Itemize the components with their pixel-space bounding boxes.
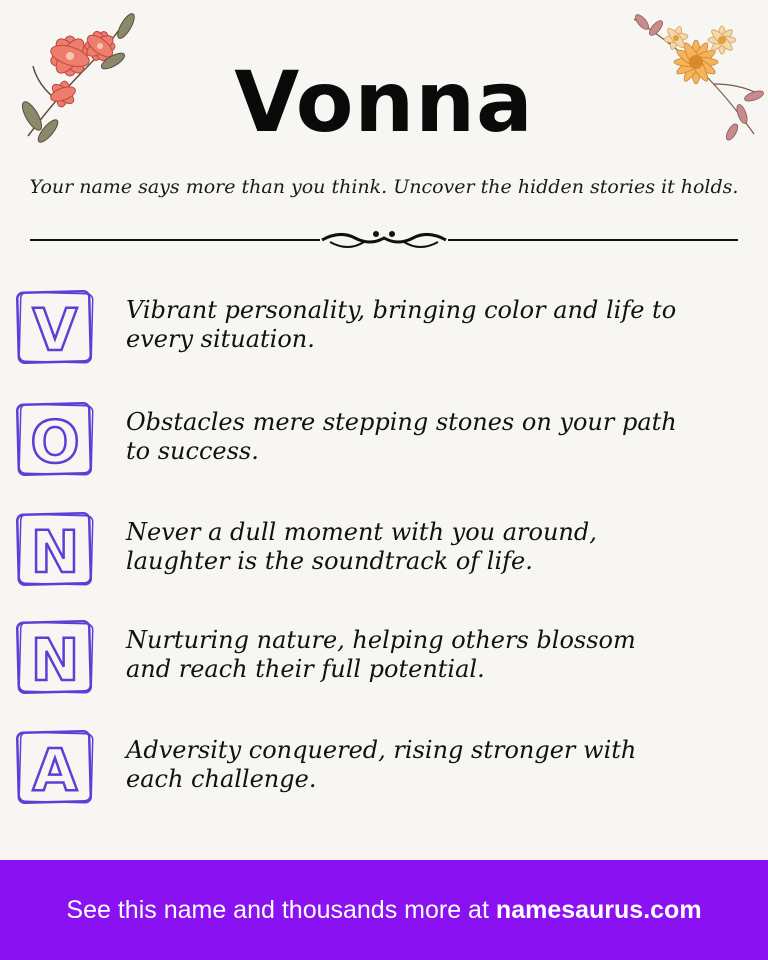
letter-meaning-text: Vibrant personality, bringing color and life to every situation. bbox=[126, 296, 677, 353]
letter-meaning-text: Nurturing nature, helping others blossom and reach their full potential. bbox=[126, 626, 636, 683]
footer-text: See this name and thousands more at bbox=[66, 895, 489, 924]
name-title: Vonna bbox=[234, 53, 534, 151]
letter-row-a bbox=[0, 728, 768, 808]
letter-meaning-text: Never a dull moment with you around, laughter is the soundtrack of life. bbox=[126, 518, 597, 575]
letter-tile-a bbox=[14, 728, 96, 806]
letter-glyph: O bbox=[30, 408, 80, 476]
ornamental-divider bbox=[30, 226, 738, 256]
letter-glyph: A bbox=[32, 736, 78, 804]
letter-glyph: V bbox=[32, 296, 78, 364]
letter-meaning-text: Adversity conquered, rising stronger with each challenge. bbox=[126, 736, 637, 793]
letter-row-v bbox=[0, 288, 768, 368]
letter-tile-n bbox=[14, 510, 96, 588]
letter-row-n bbox=[0, 510, 768, 590]
letter-glyph: N bbox=[30, 518, 80, 586]
letter-row-o bbox=[0, 400, 768, 480]
letter-glyph: N bbox=[30, 626, 80, 694]
letter-tile-v bbox=[14, 288, 96, 366]
letter-tile-o bbox=[14, 400, 96, 478]
footer-site-link[interactable]: namesaurus.com bbox=[495, 895, 702, 924]
letter-row-n-2 bbox=[0, 618, 768, 698]
letter-meaning-text: Obstacles mere stepping stones on your path to success. bbox=[126, 408, 677, 465]
letter-tile-n-2 bbox=[14, 618, 96, 696]
tagline: Your name says more than you think. Uncover the hidden stories it holds. bbox=[29, 176, 739, 198]
footer-banner bbox=[0, 860, 768, 960]
